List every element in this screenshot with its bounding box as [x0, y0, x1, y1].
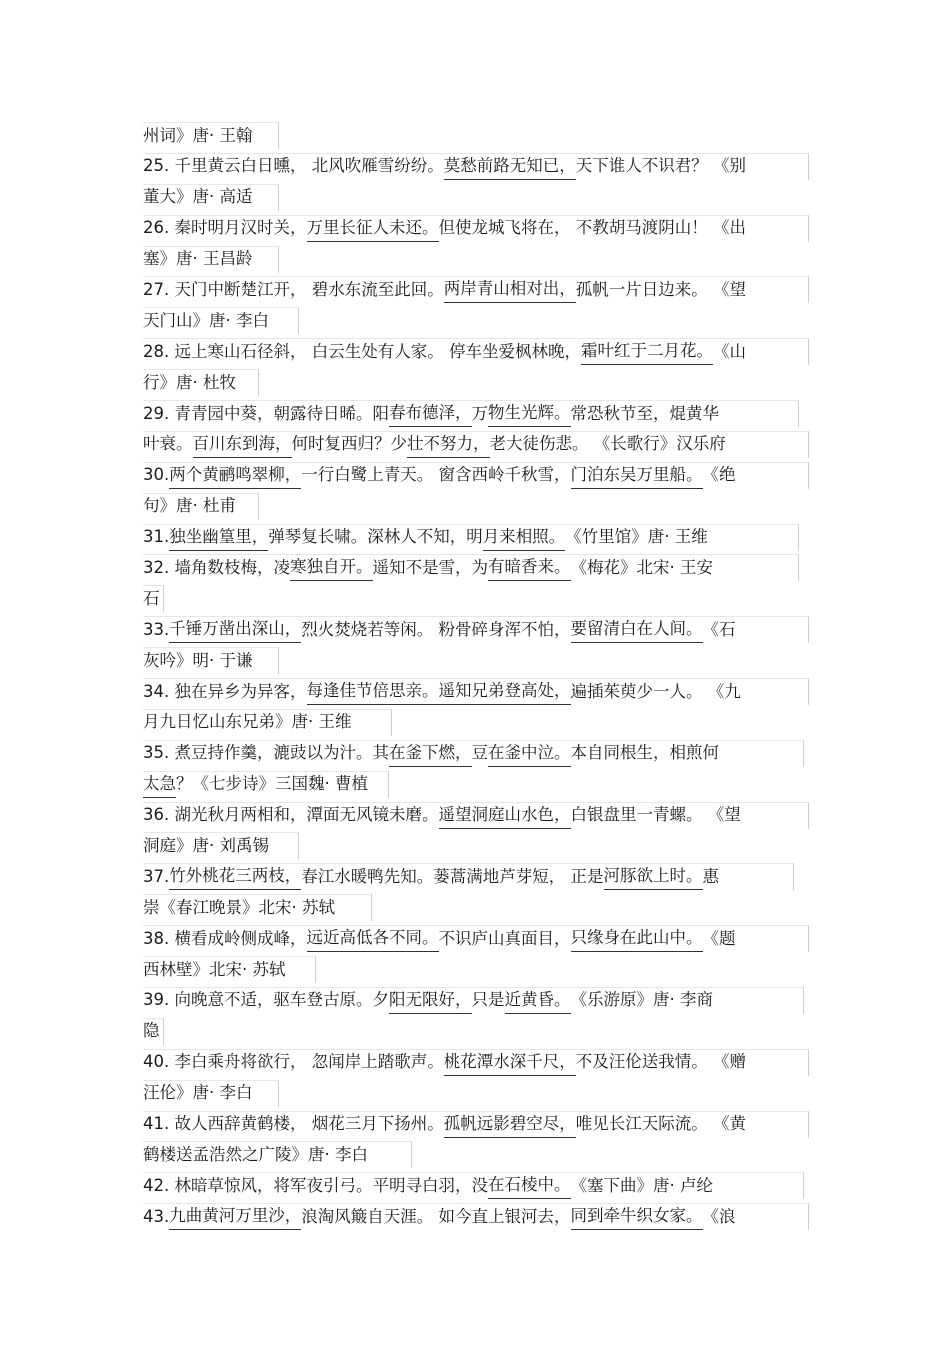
text-segment: 何时复西归？少 [291, 434, 407, 454]
underlined-answer: 河豚欲上时。 [604, 863, 703, 890]
text-line [143, 614, 808, 645]
underlined-answer: 霜叶红于二月花。 [581, 338, 713, 365]
underlined-answer: 门泊东吴万里船。 [571, 462, 703, 489]
cell-border [143, 832, 299, 859]
cell-border [143, 184, 279, 211]
text-segment: 石 [143, 588, 160, 608]
underlined-answer: 遥望洞庭山水色， [439, 802, 571, 829]
text-segment: 《题 [702, 928, 736, 948]
text-segment: 不及汪伦送我情。 《赠 [575, 1052, 746, 1072]
cell-border [143, 369, 259, 396]
text-line [143, 1078, 808, 1109]
poem-list [143, 120, 808, 1232]
cell-border [143, 616, 809, 643]
cell-border [143, 524, 799, 551]
text-segment: 32. 墙角数枝梅，凌 [143, 557, 290, 577]
text-segment: 43. [143, 1206, 170, 1226]
text-segment: 36. 湖光秋月两相和，潭面无风镜未磨。 [143, 805, 439, 825]
text-segment: 遍插茱萸少一人。 《九 [570, 681, 741, 701]
underlined-answer: 只缘身在此山中。 [571, 925, 703, 952]
cell-border [143, 740, 804, 767]
text-line [143, 552, 808, 583]
text-segment: 《乐游原》唐· 李商 [570, 990, 713, 1010]
text-segment: 只是 [471, 990, 505, 1010]
cell-border [143, 1172, 804, 1199]
text-segment: 35. 煮豆持作羹，漉豉以为汁。其 [143, 743, 389, 763]
underlined-answer: 在釜中泣。 [488, 740, 571, 767]
text-line [143, 861, 808, 892]
text-segment: 《塞下曲》唐· 卢纶 [570, 1175, 713, 1195]
text-segment: 天门山》唐· 李白 [143, 310, 269, 330]
text-segment: 老大徒伤悲。 《长歌行》汉乐府 [489, 434, 726, 454]
cell-border [143, 215, 809, 242]
underlined-answer: 千锤万凿出深山， [169, 616, 301, 643]
text-segment: 豆 [471, 743, 488, 763]
cell-border [143, 276, 809, 303]
cell-border [143, 1049, 809, 1076]
text-segment: 34. 独在异乡为异客， [143, 681, 307, 701]
text-line [143, 120, 808, 151]
text-segment: 州词》唐· 王翰 [143, 125, 253, 145]
text-segment: 白银盘里一青螺。 《望 [570, 805, 741, 825]
cell-border [143, 493, 259, 520]
text-line [143, 923, 808, 954]
text-segment: ？《七步诗》三国魏· 曹植 [176, 774, 368, 794]
underlined-answer: 孤帆远影碧空尽， [444, 1111, 576, 1138]
underlined-answer: 春布德泽， [389, 400, 472, 427]
cell-border [143, 709, 392, 736]
text-segment: 灰吟》明· 于谦 [143, 650, 253, 670]
text-segment: 崇《春江晚景》北宋· 苏轼 [143, 897, 335, 917]
cell-border [143, 925, 809, 952]
underlined-answer: 独坐幽篁里， [169, 524, 268, 551]
text-segment: 27. 天门中断楚江开， 碧水东流至此回。 [143, 279, 444, 299]
cell-border [143, 863, 794, 890]
text-line [143, 522, 808, 553]
underlined-answer: 寒独自开。 [290, 554, 373, 581]
text-line [143, 151, 808, 182]
text-segment: 常恐秋节至，焜黄华 [570, 403, 719, 423]
text-segment: 28. 远上寒山石径斜， 白云生处有人家。 停车坐爱枫林晚， [143, 341, 581, 361]
text-line [143, 800, 808, 831]
text-line [143, 676, 808, 707]
cell-border [143, 678, 809, 705]
text-line [143, 182, 808, 213]
cell-border [143, 894, 372, 921]
underlined-answer: 太急 [143, 771, 176, 798]
underlined-answer: 两岸青山相对出， [444, 276, 576, 303]
text-line [143, 583, 808, 614]
cell-border [143, 1141, 412, 1168]
text-segment: 弹琴复长啸。深林人不知，明 [268, 527, 483, 547]
text-segment: 26. 秦时明月汉时关， [143, 218, 307, 238]
underlined-answer: 阳无限好， [389, 987, 472, 1014]
text-line [143, 305, 808, 336]
text-segment: 但使龙城飞将在， 不教胡马渡阴山！ 《出 [438, 218, 746, 238]
cell-border [143, 1203, 809, 1230]
underlined-answer: 万里长征人未还。 [307, 215, 439, 242]
text-segment: 31. [143, 527, 170, 547]
cell-border [143, 246, 279, 273]
cell-border [143, 122, 279, 149]
text-segment: 春江水暖鸭先知。蒌蒿满地芦芽短， 正是 [301, 866, 604, 886]
text-segment: 33. [143, 619, 170, 639]
text-line [143, 985, 808, 1016]
cell-border [143, 338, 809, 365]
cell-border [143, 431, 809, 458]
text-segment: 句》唐· 杜甫 [143, 496, 236, 516]
underlined-answer: 九曲黄河万里沙， [169, 1203, 301, 1230]
text-line [143, 491, 808, 522]
text-segment: 浪淘风簸自天涯。 如今直上银河去， [301, 1206, 571, 1226]
cell-border [143, 400, 799, 427]
text-segment: 41. 故人西辞黄鹤楼， 烟花三月下扬州。 [143, 1114, 444, 1133]
text-segment: 行》唐· 杜牧 [143, 372, 236, 392]
underlined-answer: 桃花潭水深千尺， [444, 1049, 576, 1076]
cell-border [143, 462, 809, 489]
text-line [143, 244, 808, 275]
text-line [143, 213, 808, 244]
underlined-answer: 百川东到海， [193, 431, 292, 458]
text-line [143, 1109, 808, 1140]
underlined-answer: 月来相照。 [483, 524, 566, 551]
text-segment: 万 [471, 403, 488, 423]
text-segment: 隐 [143, 1021, 160, 1041]
underlined-answer: 同到牵牛织女家。 [571, 1203, 703, 1230]
text-segment: 西林壁》北宋· 苏轼 [143, 959, 286, 979]
cell-border [143, 647, 279, 674]
text-segment: 孤帆一片日边来。 《望 [575, 279, 746, 299]
text-line [143, 769, 808, 800]
text-line [143, 707, 808, 738]
text-line [143, 367, 808, 398]
cell-border [143, 307, 299, 334]
underlined-answer: 两个黄鹂鸣翠柳， [169, 462, 301, 489]
text-segment: 38. 横看成岭侧成峰， [143, 928, 307, 948]
cell-border [143, 1080, 279, 1107]
text-line [143, 892, 808, 923]
text-segment: 惠 [702, 866, 719, 886]
text-segment: 《竹里馆》唐· 王维 [565, 527, 708, 547]
cell-border [143, 585, 164, 612]
text-segment: 《梅花》北宋· 王安 [570, 557, 713, 577]
text-segment: 本自同根生，相煎何 [570, 743, 719, 763]
cell-border [143, 771, 389, 798]
cell-border [143, 1111, 809, 1138]
text-segment: 天下谁人不识君？ 《别 [575, 156, 746, 176]
text-line [143, 738, 808, 769]
text-segment: 30. [143, 465, 170, 485]
cell-border [143, 1018, 164, 1045]
text-line [143, 1170, 808, 1201]
text-line [143, 336, 808, 367]
cell-border [143, 554, 799, 581]
text-segment: 鹤楼送孟浩然之广陵》唐· 李白 [143, 1144, 368, 1164]
text-line [143, 1139, 808, 1170]
text-segment: 《绝 [702, 465, 736, 485]
underlined-answer: 物生光辉。 [488, 400, 571, 427]
underlined-answer: 有暗香来。 [488, 554, 571, 581]
text-segment: 一行白鹭上青天。 窗含西岭千秋雪， [301, 465, 571, 485]
text-segment: 叶衰。 [143, 434, 193, 454]
text-segment: 37. [143, 866, 170, 886]
text-segment: 25. 千里黄云白日曛， 北风吹雁雪纷纷。 [143, 156, 444, 176]
text-segment: 塞》唐· 王昌龄 [143, 249, 253, 269]
cell-border [143, 987, 804, 1014]
text-segment: 29. 青青园中葵，朝露待日晞。阳 [143, 403, 389, 423]
text-segment: 《山 [712, 341, 746, 361]
text-line [143, 274, 808, 305]
text-segment: 《浪 [702, 1206, 736, 1226]
text-line [143, 1016, 808, 1047]
underlined-answer: 近黄昏。 [505, 987, 571, 1014]
underlined-answer: 莫愁前路无知已， [444, 153, 576, 180]
text-segment: 40. 李白乘舟将欲行， 忽闻岸上踏歌声。 [143, 1052, 444, 1072]
text-segment: 42. 林暗草惊风，将军夜引弓。平明寻白羽，没 [143, 1175, 488, 1195]
text-segment: 唯见长江天际流。 《黄 [575, 1114, 746, 1133]
text-line [143, 460, 808, 491]
text-line [143, 398, 808, 429]
underlined-answer: 遥知兄弟登高处， [439, 678, 571, 705]
text-line [143, 1047, 808, 1078]
text-segment: 汪伦》唐· 李白 [143, 1083, 253, 1103]
text-line [143, 830, 808, 861]
underlined-answer: 在釜下燃， [389, 740, 472, 767]
text-line [143, 954, 808, 985]
underlined-answer: 在石棱中。 [488, 1172, 571, 1199]
text-segment: 不识庐山真面目， [438, 928, 571, 948]
underlined-answer: 要留清白在人间。 [571, 616, 703, 643]
text-line [143, 645, 808, 676]
cell-border [143, 802, 809, 829]
text-segment: 烈火焚烧若等闲。 粉骨碎身浑不怕， [301, 619, 571, 639]
underlined-answer: 壮不努力， [407, 431, 490, 458]
cell-border [143, 956, 316, 983]
text-segment: 39. 向晚意不适，驱车登古原。夕 [143, 990, 389, 1010]
text-segment: 《石 [702, 619, 736, 639]
underlined-answer: 每逢佳节倍思亲。 [307, 678, 439, 705]
underlined-answer: 远近高低各不同。 [307, 925, 439, 952]
underlined-answer: 竹外桃花三两枝， [169, 863, 301, 890]
text-segment: 洞庭》唐· 刘禹锡 [143, 835, 269, 855]
text-segment: 遥知不是雪，为 [372, 557, 488, 577]
text-segment: 月九日忆山东兄弟》唐· 王维 [143, 712, 352, 732]
text-line [143, 429, 808, 460]
text-line [143, 1201, 808, 1232]
cell-border [143, 153, 809, 180]
text-segment: 董大》唐· 高适 [143, 187, 253, 207]
